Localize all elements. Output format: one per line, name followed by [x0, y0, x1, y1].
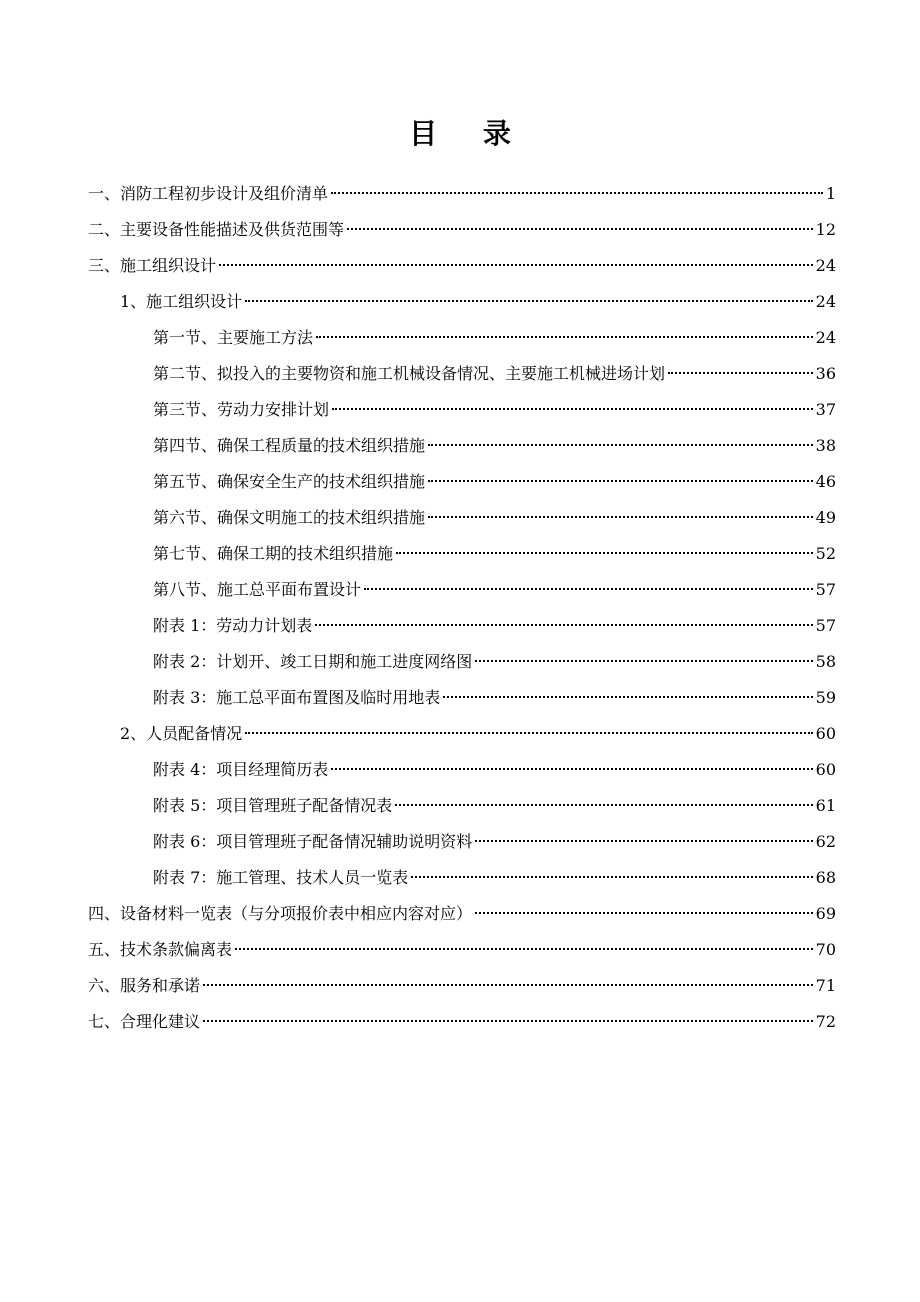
dot-leader	[332, 408, 813, 410]
toc-page-number: 1	[825, 184, 836, 203]
toc-entry-text: 附表 5：项目管理班子配备情况表	[153, 796, 393, 815]
toc-entry-text: 一、消防工程初步设计及组价清单	[88, 184, 329, 203]
toc-page-number: 36	[815, 364, 836, 383]
toc-page-number: 12	[815, 220, 836, 239]
toc-entry-text: 附表 6：项目管理班子配备情况辅助说明资料	[153, 832, 473, 851]
toc-entry-text: 七、合理化建议	[88, 1012, 201, 1031]
dot-leader	[203, 984, 813, 986]
toc-entry[interactable]	[88, 428, 836, 464]
toc-entry[interactable]	[88, 212, 836, 248]
toc-page-number: 58	[815, 652, 836, 671]
toc-page-number: 24	[815, 256, 836, 275]
toc-entry[interactable]	[88, 1004, 836, 1040]
toc-entry-text: 第五节、确保安全生产的技术组织措施	[153, 472, 426, 491]
toc-page-number: 46	[815, 472, 836, 491]
dot-leader	[331, 192, 823, 194]
toc-entry-text: 五、技术条款偏离表	[88, 940, 233, 959]
toc-page-number: 62	[815, 832, 836, 851]
toc-entry[interactable]	[88, 572, 836, 608]
toc-entry-text: 第六节、确保文明施工的技术组织措施	[153, 508, 426, 527]
toc-page-number: 60	[815, 760, 836, 779]
dot-leader	[411, 876, 812, 878]
dot-leader	[245, 732, 812, 734]
dot-leader	[668, 372, 813, 374]
toc-entry[interactable]	[88, 356, 836, 392]
toc-page-number: 57	[815, 616, 836, 635]
dot-leader	[315, 624, 812, 626]
dot-leader	[475, 912, 813, 914]
toc-entry-text: 附表 3：施工总平面布置图及临时用地表	[153, 688, 441, 707]
toc-entry-text: 附表 2：计划开、竣工日期和施工进度网络图	[153, 652, 473, 671]
toc-page-number: 61	[815, 796, 836, 815]
toc-page-number: 60	[815, 724, 836, 743]
dot-leader	[364, 588, 813, 590]
toc-entry[interactable]	[88, 824, 836, 860]
toc-page-number: 70	[815, 940, 836, 959]
toc-page-number: 49	[815, 508, 836, 527]
toc-entry-text: 附表 7：施工管理、技术人员一览表	[153, 868, 409, 887]
dot-leader	[428, 480, 813, 482]
toc-entry[interactable]	[88, 644, 836, 680]
toc-entry[interactable]	[88, 788, 836, 824]
dot-leader	[443, 696, 812, 698]
toc-entry[interactable]	[88, 680, 836, 716]
dot-leader	[396, 552, 813, 554]
toc-entry-text: 三、施工组织设计	[88, 256, 217, 275]
dot-leader	[316, 336, 813, 338]
toc-entry-text: 附表 4：项目经理简历表	[153, 760, 329, 779]
toc-entry-text: 六、服务和承诺	[88, 976, 201, 995]
toc-entry[interactable]	[88, 320, 836, 356]
dot-leader	[428, 444, 813, 446]
toc-entry[interactable]	[88, 284, 836, 320]
toc-entry[interactable]	[88, 248, 836, 284]
toc-entry-text: 二、主要设备性能描述及供货范围等	[88, 220, 345, 239]
dot-leader	[331, 768, 812, 770]
table-of-contents	[88, 176, 836, 1040]
toc-entry-text: 第一节、主要施工方法	[153, 328, 314, 347]
toc-entry[interactable]	[88, 464, 836, 500]
toc-entry[interactable]	[88, 752, 836, 788]
dot-leader	[203, 1020, 813, 1022]
dot-leader	[245, 300, 812, 302]
toc-entry-text: 1、施工组织设计	[120, 292, 243, 311]
toc-entry[interactable]	[88, 860, 836, 896]
toc-page-number: 37	[815, 400, 836, 419]
toc-page-number: 71	[815, 976, 836, 995]
toc-entry-text: 第七节、确保工期的技术组织措施	[153, 544, 394, 563]
toc-page-number: 72	[815, 1012, 836, 1031]
toc-page-number: 57	[815, 580, 836, 599]
toc-entry[interactable]	[88, 500, 836, 536]
toc-entry-text: 四、设备材料一览表（与分项报价表中相应内容对应）	[88, 904, 473, 923]
dot-leader	[428, 516, 813, 518]
toc-entry[interactable]	[88, 968, 836, 1004]
toc-page-number: 68	[815, 868, 836, 887]
toc-page-number: 38	[815, 436, 836, 455]
toc-entry[interactable]	[88, 896, 836, 932]
toc-title: 目 录	[409, 117, 529, 150]
toc-page-number: 24	[815, 292, 836, 311]
toc-entry[interactable]	[88, 608, 836, 644]
toc-entry-text: 2、人员配备情况	[120, 724, 243, 743]
dot-leader	[475, 660, 812, 662]
toc-entry[interactable]	[88, 176, 836, 212]
toc-entry-text: 第四节、确保工程质量的技术组织措施	[153, 436, 426, 455]
toc-entry[interactable]	[88, 932, 836, 968]
toc-page-number: 69	[815, 904, 836, 923]
toc-entry[interactable]	[88, 716, 836, 752]
toc-entry-text: 第八节、施工总平面布置设计	[153, 580, 362, 599]
toc-entry[interactable]	[88, 392, 836, 428]
dot-leader	[395, 804, 812, 806]
toc-page-number: 52	[815, 544, 836, 563]
toc-entry-text: 附表 1：劳动力计划表	[153, 616, 313, 635]
dot-leader	[219, 264, 813, 266]
toc-entry-text: 第二节、拟投入的主要物资和施工机械设备情况、主要施工机械进场计划	[153, 364, 666, 383]
dot-leader	[235, 948, 813, 950]
toc-entry-text: 第三节、劳动力安排计划	[153, 400, 330, 419]
dot-leader	[347, 228, 813, 230]
toc-page-number: 59	[815, 688, 836, 707]
dot-leader	[475, 840, 812, 842]
toc-entry[interactable]	[88, 536, 836, 572]
toc-page-number: 24	[815, 328, 836, 347]
